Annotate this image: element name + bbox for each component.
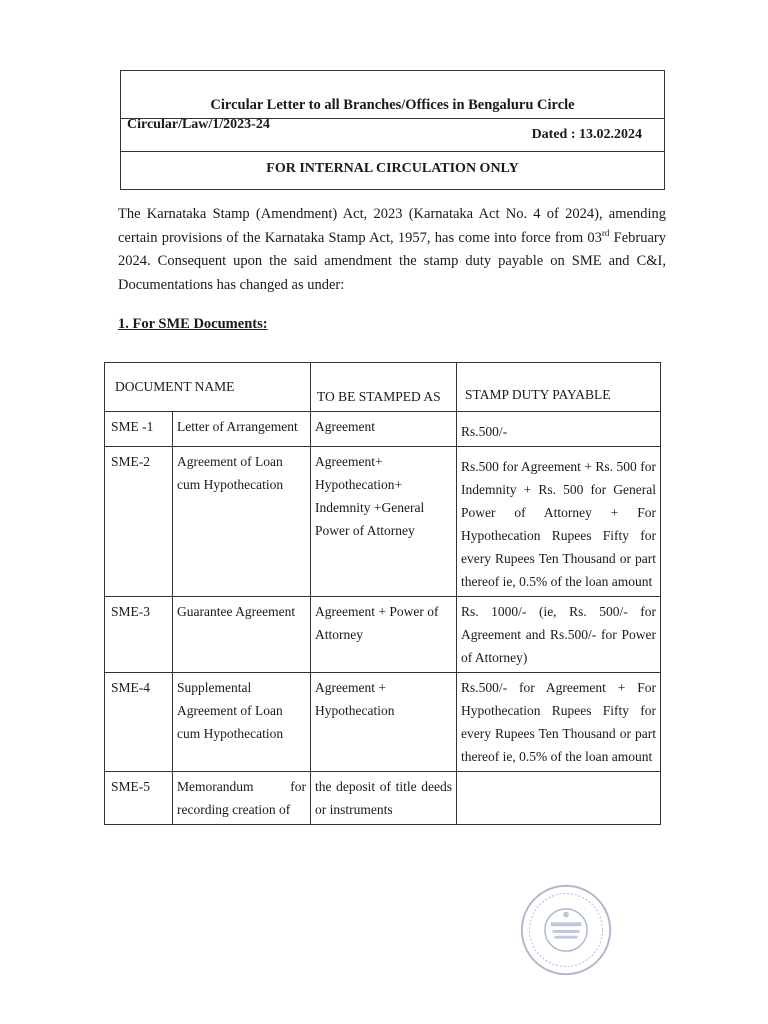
section-heading: 1. For SME Documents:: [118, 316, 268, 332]
intro-text: The Karnataka Stamp (Amendment) Act, 2023 (Karnataka Act No. 4 of 2024), amending certain provisions of the Karnataka Stamp Act, 1957, has come into force from 03: [118, 206, 666, 246]
table-row: [105, 673, 661, 772]
circular-header-box: [120, 70, 665, 190]
row-code: SME-4: [105, 673, 173, 772]
table-row: [105, 597, 661, 673]
intro-paragraph: [118, 203, 666, 297]
row-document-name: Memorandum for recording creation of: [173, 772, 311, 825]
row-document-name: Supplemental Agreement of Loan cum Hypothecation: [173, 673, 311, 772]
row-duty: Rs.500 for Agreement + Rs. 500 for Indemnity + Rs. 500 for General Power of Attorney + For Hypothecation Rupees Fifty for every Rupees Ten Thousand or part thereof ie, 0.5% of the loan amount: [457, 447, 661, 597]
header-document-name: DOCUMENT NAME: [105, 363, 311, 412]
row-duty: Rs.500/-: [457, 412, 661, 447]
intro-superscript: rd: [601, 227, 610, 238]
row-document-name: Agreement of Loan cum Hypothecation: [173, 447, 311, 597]
official-seal-icon: [518, 882, 614, 978]
row-document-name: Guarantee Agreement: [173, 597, 311, 673]
row-stamped-as: Agreement + Hypothecation: [311, 673, 457, 772]
circulation-notice: FOR INTERNAL CIRCULATION ONLY: [266, 161, 519, 176]
table-row: [105, 772, 661, 825]
row-code: SME-2: [105, 447, 173, 597]
header-to-be-stamped-as: TO BE STAMPED AS: [311, 363, 457, 412]
intro-text-continued: February 2024. Consequent upon the said amendment the stamp duty payable on SME and C&I, Documentations has changed as under:: [118, 229, 666, 293]
sme-documents-table: [104, 362, 661, 825]
circular-reference: Circular/Law/1/2023-24: [127, 117, 270, 132]
row-duty: [457, 772, 661, 825]
row-stamped-as: Agreement + Power of Attorney: [311, 597, 457, 673]
table-row: [105, 447, 661, 597]
row-code: SME-3: [105, 597, 173, 673]
header-stamp-duty-payable: STAMP DUTY PAYABLE: [457, 363, 661, 412]
header-divider: [121, 151, 664, 152]
row-stamped-as: Agreement+ Hypothecation+ Indemnity +General Power of Attorney: [311, 447, 457, 597]
row-stamped-as: the deposit of title deeds or instruments: [311, 772, 457, 825]
table-header-row: [105, 363, 661, 412]
row-stamped-as: Agreement: [311, 412, 457, 447]
circular-date: Dated : 13.02.2024: [531, 127, 642, 142]
table-row: [105, 412, 661, 447]
row-code: SME-5: [105, 772, 173, 825]
row-code: SME -1: [105, 412, 173, 447]
row-duty: Rs. 1000/- (ie, Rs. 500/- for Agreement and Rs.500/- for Power of Attorney): [457, 597, 661, 673]
row-duty: Rs.500/- for Agreement + For Hypothecation Rupees Fifty for every Rupees Ten Thousand or part thereof ie, 0.5% of the loan amount: [457, 673, 661, 772]
row-document-name: Letter of Arrangement: [173, 412, 311, 447]
circular-title: Circular Letter to all Branches/Offices in Bengaluru Circle: [210, 97, 575, 113]
sme-documents-table-wrap: [104, 362, 660, 825]
